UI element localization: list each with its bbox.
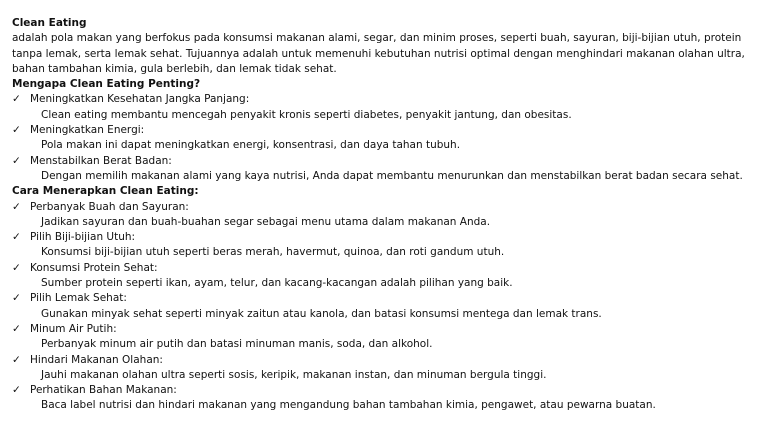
list-item [12,291,768,322]
list-item-detail: Sumber protein seperti ikan, ayam, telur, dan kacang-kacangan adalah pilihan yang baik. [41,277,513,290]
list-item-label: Meningkatkan Kesehatan Jangka Panjang: [30,93,250,106]
list-item-heading [12,261,768,276]
list-item-label: Perhatikan Bahan Makanan: [30,384,177,397]
list-item-detail: Perbanyak minum air putih dan batasi minuman manis, soda, dan alkohol. [41,338,433,351]
list-item-label: Pilih Lemak Sehat: [30,292,127,305]
checklist [12,200,768,414]
list-item-label: Pilih Biji-bijian Utuh: [30,231,136,244]
list-item-label: Konsumsi Protein Sehat: [30,261,158,274]
list-item-detail: Dengan memilih makanan alami yang kaya nutrisi, Anda dapat membantu menurunkan dan menstabilkan berat badan secara sehat. [41,169,743,182]
list-item-heading [12,92,768,107]
document-title: Clean Eating [12,17,87,29]
list-item [12,383,768,414]
intro-paragraph: adalah pola makan yang berfokus pada konsumsi makanan alami, segar, dan minim proses, seperti buah, sayuran, biji-bijian utuh, protein tanpa lemak, serta lemak sehat. Tujuannya adalah untuk memenuhi kebutuhan nutrisi optimal dengan menghindari makanan olahan ultra, bahan tambahan kimia, gula berlebih, dan lemak tidak sehat. [12,32,745,75]
check-icon: ✓ [12,124,21,137]
list-item [12,230,768,261]
list-item-heading [12,291,768,306]
list-item-label: Perbanyak Buah dan Sayuran: [30,200,189,213]
list-item [12,353,768,384]
list-item-detail: Konsumsi biji-bijian utuh seperti beras merah, havermut, quinoa, dan roti gandum utuh. [41,246,505,259]
list-item [12,200,768,231]
list-item-label: Hindari Makanan Olahan: [30,353,163,366]
list-item-heading [12,230,768,245]
list-item-detail: Pola makan ini dapat meningkatkan energi, konsentrasi, dan daya tahan tubuh. [41,139,461,152]
section-heading: Cara Menerapkan Clean Eating: [12,185,199,198]
check-icon: ✓ [12,322,21,335]
checklist [12,92,768,184]
check-icon: ✓ [12,93,21,106]
check-icon: ✓ [12,200,21,213]
list-item-label: Menstabilkan Berat Badan: [30,154,172,167]
list-item [12,322,768,353]
sections-container [12,77,768,414]
list-item-detail: Gunakan minyak sehat seperti minyak zaitun atau kanola, dan batasi konsumsi mentega dan lemak trans. [41,307,602,320]
list-item-heading [12,353,768,368]
list-item-detail: Jauhi makanan olahan ultra seperti sosis, keripik, makanan instan, dan minuman bergula tinggi. [41,368,547,381]
list-item-detail: Jadikan sayuran dan buah-buahan segar sebagai menu utama dalam makanan Anda. [41,215,491,228]
section-heading: Mengapa Clean Eating Penting? [12,78,201,91]
check-icon: ✓ [12,154,21,167]
list-item-label: Minum Air Putih: [30,322,117,335]
list-item-heading [12,322,768,337]
list-item [12,154,768,185]
list-item [12,92,768,123]
list-item-heading [12,123,768,138]
check-icon: ✓ [12,384,21,397]
list-item-heading [12,383,768,398]
list-item-label: Meningkatkan Energi: [30,124,145,137]
check-icon: ✓ [12,292,21,305]
list-item-detail: Baca label nutrisi dan hindari makanan yang mengandung bahan tambahan kimia, pengawet, atau pewarna buatan. [41,399,656,412]
check-icon: ✓ [12,353,21,366]
list-item [12,261,768,292]
list-item-heading [12,154,768,169]
list-item-detail: Clean eating membantu mencegah penyakit kronis seperti diabetes, penyakit jantung, dan obesitas. [41,108,572,121]
list-item-heading [12,200,768,215]
check-icon: ✓ [12,231,21,244]
list-item [12,123,768,154]
check-icon: ✓ [12,261,21,274]
